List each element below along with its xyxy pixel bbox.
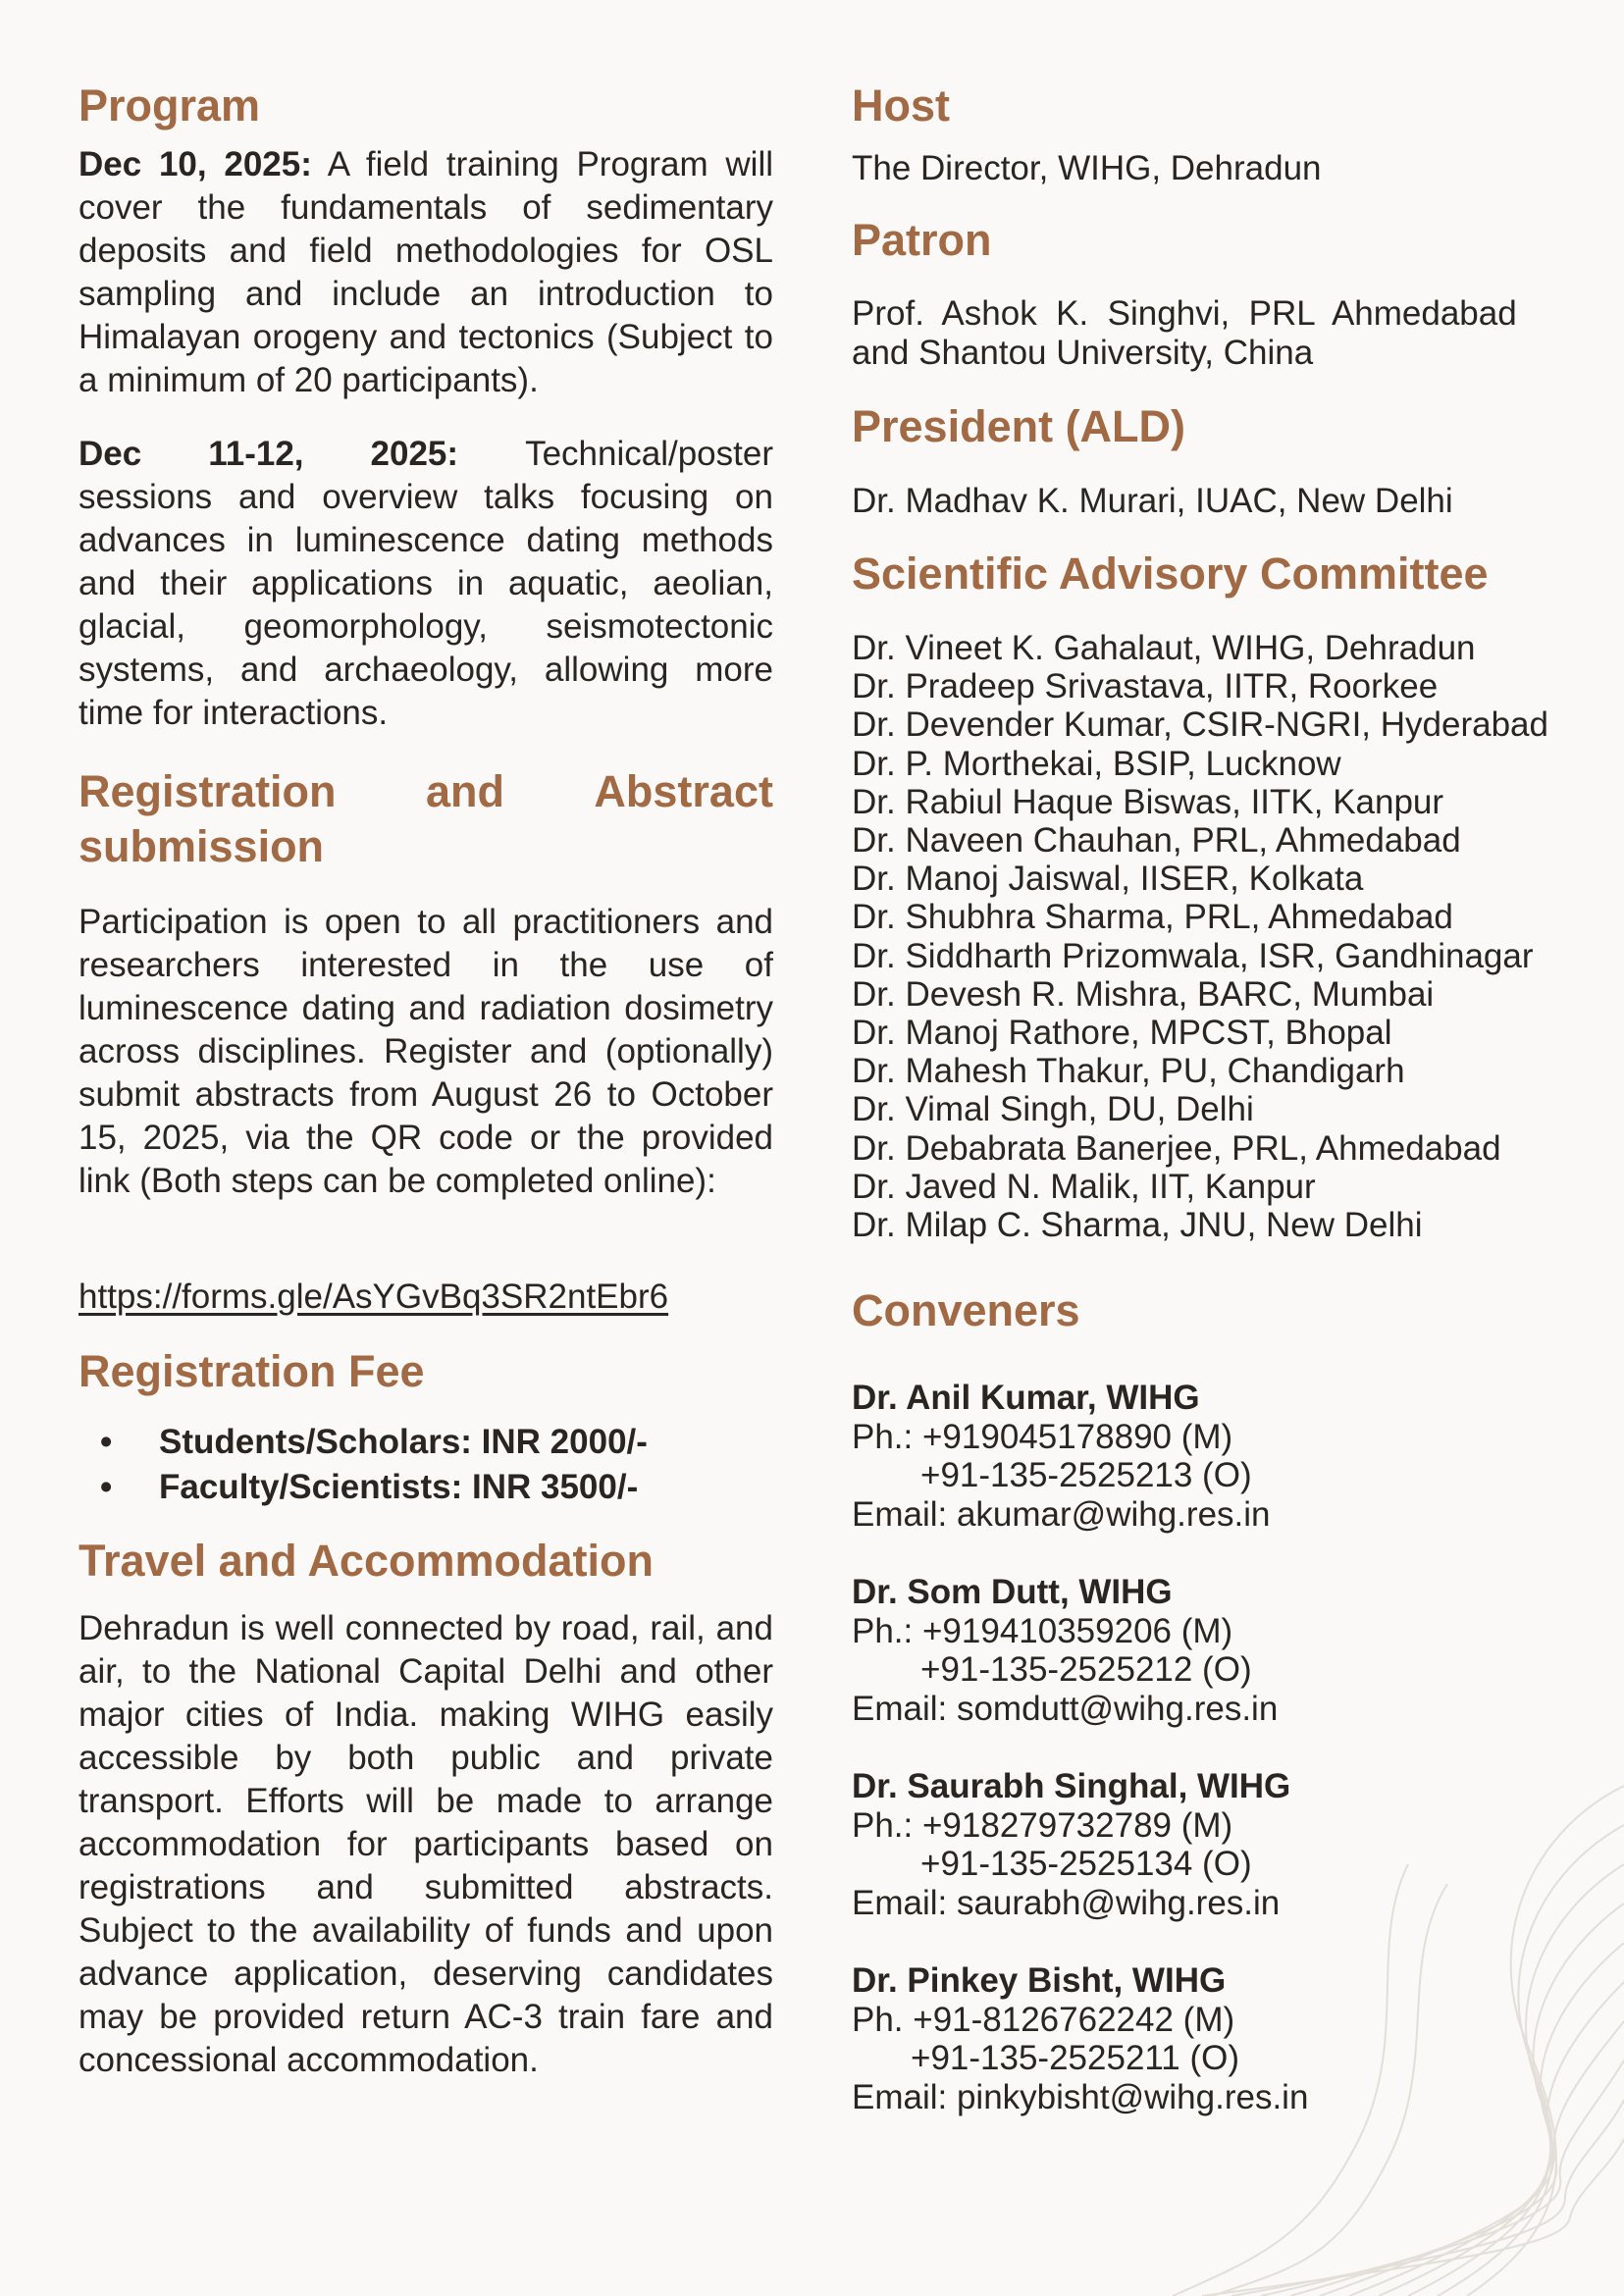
patron-text: Prof. Ashok K. Singhvi, PRL Ahmedabad and Shantou University, China (852, 294, 1517, 372)
program-text-1: A field training Program will cover the fundamentals of sedimentary deposits and field methodologies for OSL sampling and include an introduction to Himalayan orogeny and tectonics (Subject to a minimum of 20 participants). (79, 145, 774, 399)
convener-name: Dr. Saurabh Singhal, WIHG (852, 1767, 1291, 1805)
decorative-wave-lines (1114, 1747, 1624, 2296)
committee-member: Dr. Pradeep Srivastava, IITR, Roorkee (852, 667, 1439, 706)
convener-card-1 (852, 1379, 1271, 1534)
committee-member: Dr. P. Morthekai, BSIP, Lucknow (852, 744, 1341, 783)
committee-member: Dr. Mahesh Thakur, PU, Chandigarh (852, 1052, 1405, 1091)
convener-email: Email: saurabh@wihg.res.in (852, 1883, 1281, 1922)
fee-heading: Registration Fee (79, 1346, 425, 1396)
fee-list (79, 1420, 648, 1510)
registration-text: Participation is open to all practitioners and researchers interested in the use of luminescence dating and radiation dosimetry across disciplines. Register and (optionally) submit abstracts from August 26 to October 15, 2025, via the QR code or the provided link (Both steps can be completed online): (79, 903, 773, 1200)
program-paragraph-1 (79, 143, 773, 402)
committee-member: Dr. Manoj Jaiswal, IISER, Kolkata (852, 860, 1364, 899)
patron-heading: Patron (852, 215, 992, 265)
committee-list (852, 629, 1558, 1244)
travel-text: Dehradun is well connected by road, rail, and air, to the National Capital Delhi and other major cities of India. making WIHG easily accessible by both public and private transport. Efforts will be made to arrange accommodation for participants based on registrations and submitted abstracts. Subject to the availability of funds and upon advance application, deserving candidates may be provided return AC-3 train fare and concessional accommodation. (79, 1609, 773, 2079)
president-heading: President (ALD) (852, 401, 1186, 451)
convener-name: Dr. Pinkey Bisht, WIHG (852, 1961, 1227, 2000)
program-date-2b: 11-12, (208, 435, 304, 473)
convener-card-2 (852, 1573, 1278, 1728)
program-heading: Program (79, 80, 261, 130)
program-text-2: sessions and overview talks focusing on advances in luminescence dating methods and their applications in aquatic, aeolian, glacial, geomorphology, seismotectonic systems, and archaeology, allowing more time for interactions. (79, 478, 773, 732)
convener-office: +91-135-2525211 (O) (911, 2039, 1239, 2077)
convener-office: +91-135-2525213 (O) (920, 1456, 1252, 1494)
president-text: Dr. Madhav K. Murari, IUAC, New Delhi (852, 482, 1453, 520)
travel-heading: Travel and Accommodation (79, 1536, 654, 1586)
committee-member: Dr. Milap C. Sharma, JNU, New Delhi (852, 1206, 1423, 1245)
committee-member: Dr. Vineet K. Gahalaut, WIHG, Dehradun (852, 629, 1476, 667)
fee-item-students: • Students/Scholars: INR 2000/- (100, 1423, 648, 1461)
program-date-2a: Dec (79, 435, 142, 473)
convener-email: Email: akumar@wihg.res.in (852, 1494, 1271, 1534)
registration-link[interactable]: https://forms.gle/AsYGvBq3SR2ntEbr6 (79, 1278, 669, 1316)
committee-member: Dr. Vimal Singh, DU, Delhi (852, 1090, 1254, 1129)
committee-member: Dr. Rabiul Haque Biswas, IITK, Kanpur (852, 782, 1444, 821)
program-paragraph-2 (79, 433, 773, 735)
convener-email: Email: somdutt@wihg.res.in (852, 1689, 1279, 1728)
host-text: The Director, WIHG, Dehradun (852, 149, 1322, 187)
convener-mobile: Ph.: +919045178890 (M) (852, 1417, 1233, 1456)
committee-member: Dr. Siddharth Prizomwala, ISR, Gandhinagar (852, 936, 1534, 975)
committee-member: Dr. Shubhra Sharma, PRL, Ahmedabad (852, 898, 1453, 937)
convener-email: Email: pinkybisht@wihg.res.in (852, 2077, 1309, 2116)
convener-office: +91-135-2525212 (O) (920, 1650, 1252, 1689)
program-date-2c: 2025: (370, 435, 459, 473)
fee-item-faculty: • Faculty/Scientists: INR 3500/- (100, 1468, 639, 1506)
committee-member: Dr. Naveen Chauhan, PRL, Ahmedabad (852, 821, 1461, 861)
convener-office: +91-135-2525134 (O) (920, 1845, 1252, 1883)
committee-heading: Scientific Advisory Committee (852, 548, 1489, 599)
convener-mobile: Ph.: +919410359206 (M) (852, 1611, 1233, 1650)
program-date-1: Dec 10, 2025: (79, 145, 312, 183)
committee-member: Dr. Debabrata Banerjee, PRL, Ahmedabad (852, 1128, 1501, 1168)
committee-member: Dr. Devesh R. Mishra, BARC, Mumbai (852, 974, 1435, 1014)
convener-name: Dr. Som Dutt, WIHG (852, 1573, 1173, 1611)
convener-mobile: Ph.: +918279732789 (M) (852, 1805, 1233, 1845)
committee-member: Dr. Devender Kumar, CSIR-NGRI, Hyderabad (852, 705, 1548, 745)
convener-mobile: Ph. +91-8126762242 (M) (852, 2000, 1235, 2039)
committee-member: Dr. Manoj Rathore, MPCST, Bhopal (852, 1014, 1392, 1053)
convener-name: Dr. Anil Kumar, WIHG (852, 1379, 1200, 1417)
conveners-heading: Conveners (852, 1285, 1080, 1335)
host-heading: Host (852, 80, 950, 130)
committee-member: Dr. Javed N. Malik, IIT, Kanpur (852, 1167, 1316, 1206)
program-text-2-first-word: Technical/poster (525, 435, 773, 473)
program-paragraph-2-first-line (79, 433, 773, 476)
registration-heading: Registration and Abstract submission (79, 766, 773, 871)
